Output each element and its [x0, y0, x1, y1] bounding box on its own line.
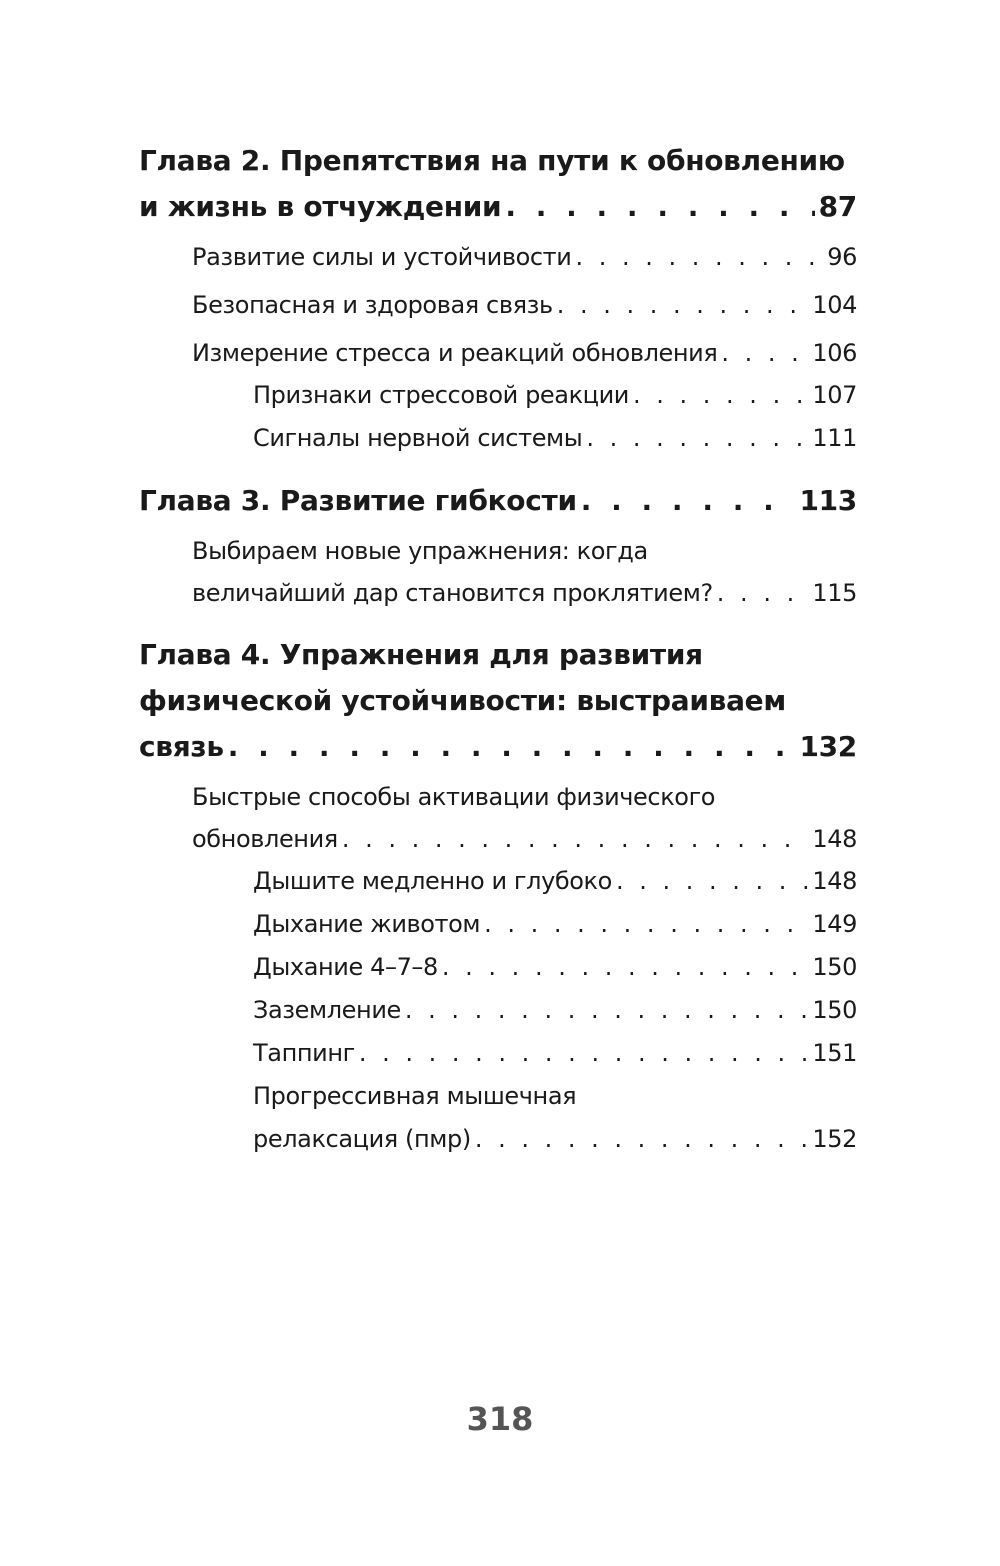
toc-page-number: 104 — [812, 291, 857, 319]
dot-leader — [359, 1032, 809, 1075]
toc-entry-title: обновления — [192, 825, 338, 853]
toc-entry-title: и жизнь в отчуждении — [139, 190, 502, 223]
toc-page-number: 148 — [812, 825, 857, 853]
toc-page-number: 113 — [799, 484, 857, 517]
toc-subsection — [139, 989, 857, 1032]
dot-leader — [557, 284, 809, 326]
dot-leader — [586, 417, 808, 460]
toc-page-number: 150 — [812, 953, 857, 981]
dot-leader — [581, 478, 796, 524]
toc-entry-title: Таппинг — [253, 1039, 355, 1067]
toc-page-number: 115 — [812, 579, 857, 607]
toc-entry-title: Глава 3. Развитие гибкости — [139, 484, 577, 517]
toc-page-number: 151 — [812, 1039, 857, 1067]
toc-entry-title: Развитие силы и устойчивости — [192, 243, 572, 271]
toc-chapter-4 — [139, 632, 857, 770]
toc-chapter-3 — [139, 478, 857, 524]
toc-page-number: 148 — [812, 867, 857, 895]
dot-leader — [484, 903, 808, 946]
toc-entry-title: Глава 4. Упражнения для развития — [139, 638, 703, 671]
toc-page-number: 152 — [812, 1125, 857, 1153]
dot-leader — [717, 572, 809, 614]
dot-leader — [633, 374, 808, 417]
toc-entry-title: физической устойчивости: выстраиваем — [139, 684, 786, 717]
toc-entry-title: Дыхание животом — [253, 910, 481, 938]
dot-leader — [505, 184, 814, 230]
toc-section — [139, 332, 857, 374]
dot-leader — [442, 946, 808, 989]
toc-entry-title: величайший дар становится проклятием? — [192, 579, 713, 607]
toc-entry-title: Безопасная и здоровая связь — [192, 291, 553, 319]
toc-section — [139, 530, 857, 614]
toc-section — [139, 236, 857, 278]
toc-subsection — [139, 1075, 857, 1161]
page-number: 318 — [466, 1400, 534, 1438]
toc-entry-title: Измерение стресса и реакций обновления — [192, 339, 718, 367]
toc-subsection — [139, 903, 857, 946]
dot-leader — [405, 989, 809, 1032]
toc-chapter-2 — [139, 138, 857, 230]
toc-entry-title: Признаки стрессовой реакции — [253, 381, 630, 409]
dot-leader — [616, 860, 808, 903]
toc-entry-title: Выбираем новые упражнения: когда — [192, 537, 648, 565]
toc-subsection — [139, 946, 857, 989]
toc-subsection — [139, 860, 857, 903]
dot-leader — [342, 818, 809, 860]
dot-leader — [575, 236, 823, 278]
toc-entry-title: Прогрессивная мышечная — [253, 1082, 577, 1110]
toc-page-number: 150 — [812, 996, 857, 1024]
toc-entry-title: Быстрые способы активации физического — [192, 783, 716, 811]
toc-page-number: 106 — [812, 339, 857, 367]
toc-page-number: 96 — [827, 243, 857, 271]
toc-page-number: 107 — [812, 381, 857, 409]
toc-page-number: 149 — [812, 910, 857, 938]
toc-entry-title: релаксация (пмр) — [253, 1125, 471, 1153]
toc-subsection — [139, 374, 857, 417]
toc-section — [139, 284, 857, 326]
toc-entry-title: Глава 2. Препятствия на пути к обновлению — [139, 144, 845, 177]
toc-page-number: 87 — [818, 190, 857, 223]
toc-page-number: 111 — [812, 424, 857, 452]
toc-entry-title: связь — [139, 730, 224, 763]
toc-entry-title: Дышите медленно и глубоко — [253, 867, 612, 895]
dot-leader — [228, 724, 796, 770]
toc-entry-title: Сигналы нервной системы — [253, 424, 583, 452]
toc-subsection — [139, 1032, 857, 1075]
toc-entry-title: Дыхание 4–7–8 — [253, 953, 438, 981]
dot-leader — [475, 1118, 809, 1161]
dot-leader — [721, 332, 808, 374]
table-of-contents — [139, 138, 857, 1161]
toc-section — [139, 776, 857, 860]
toc-entry-title: Заземление — [253, 996, 401, 1024]
toc-page-number: 132 — [799, 730, 857, 763]
toc-subsection — [139, 417, 857, 460]
